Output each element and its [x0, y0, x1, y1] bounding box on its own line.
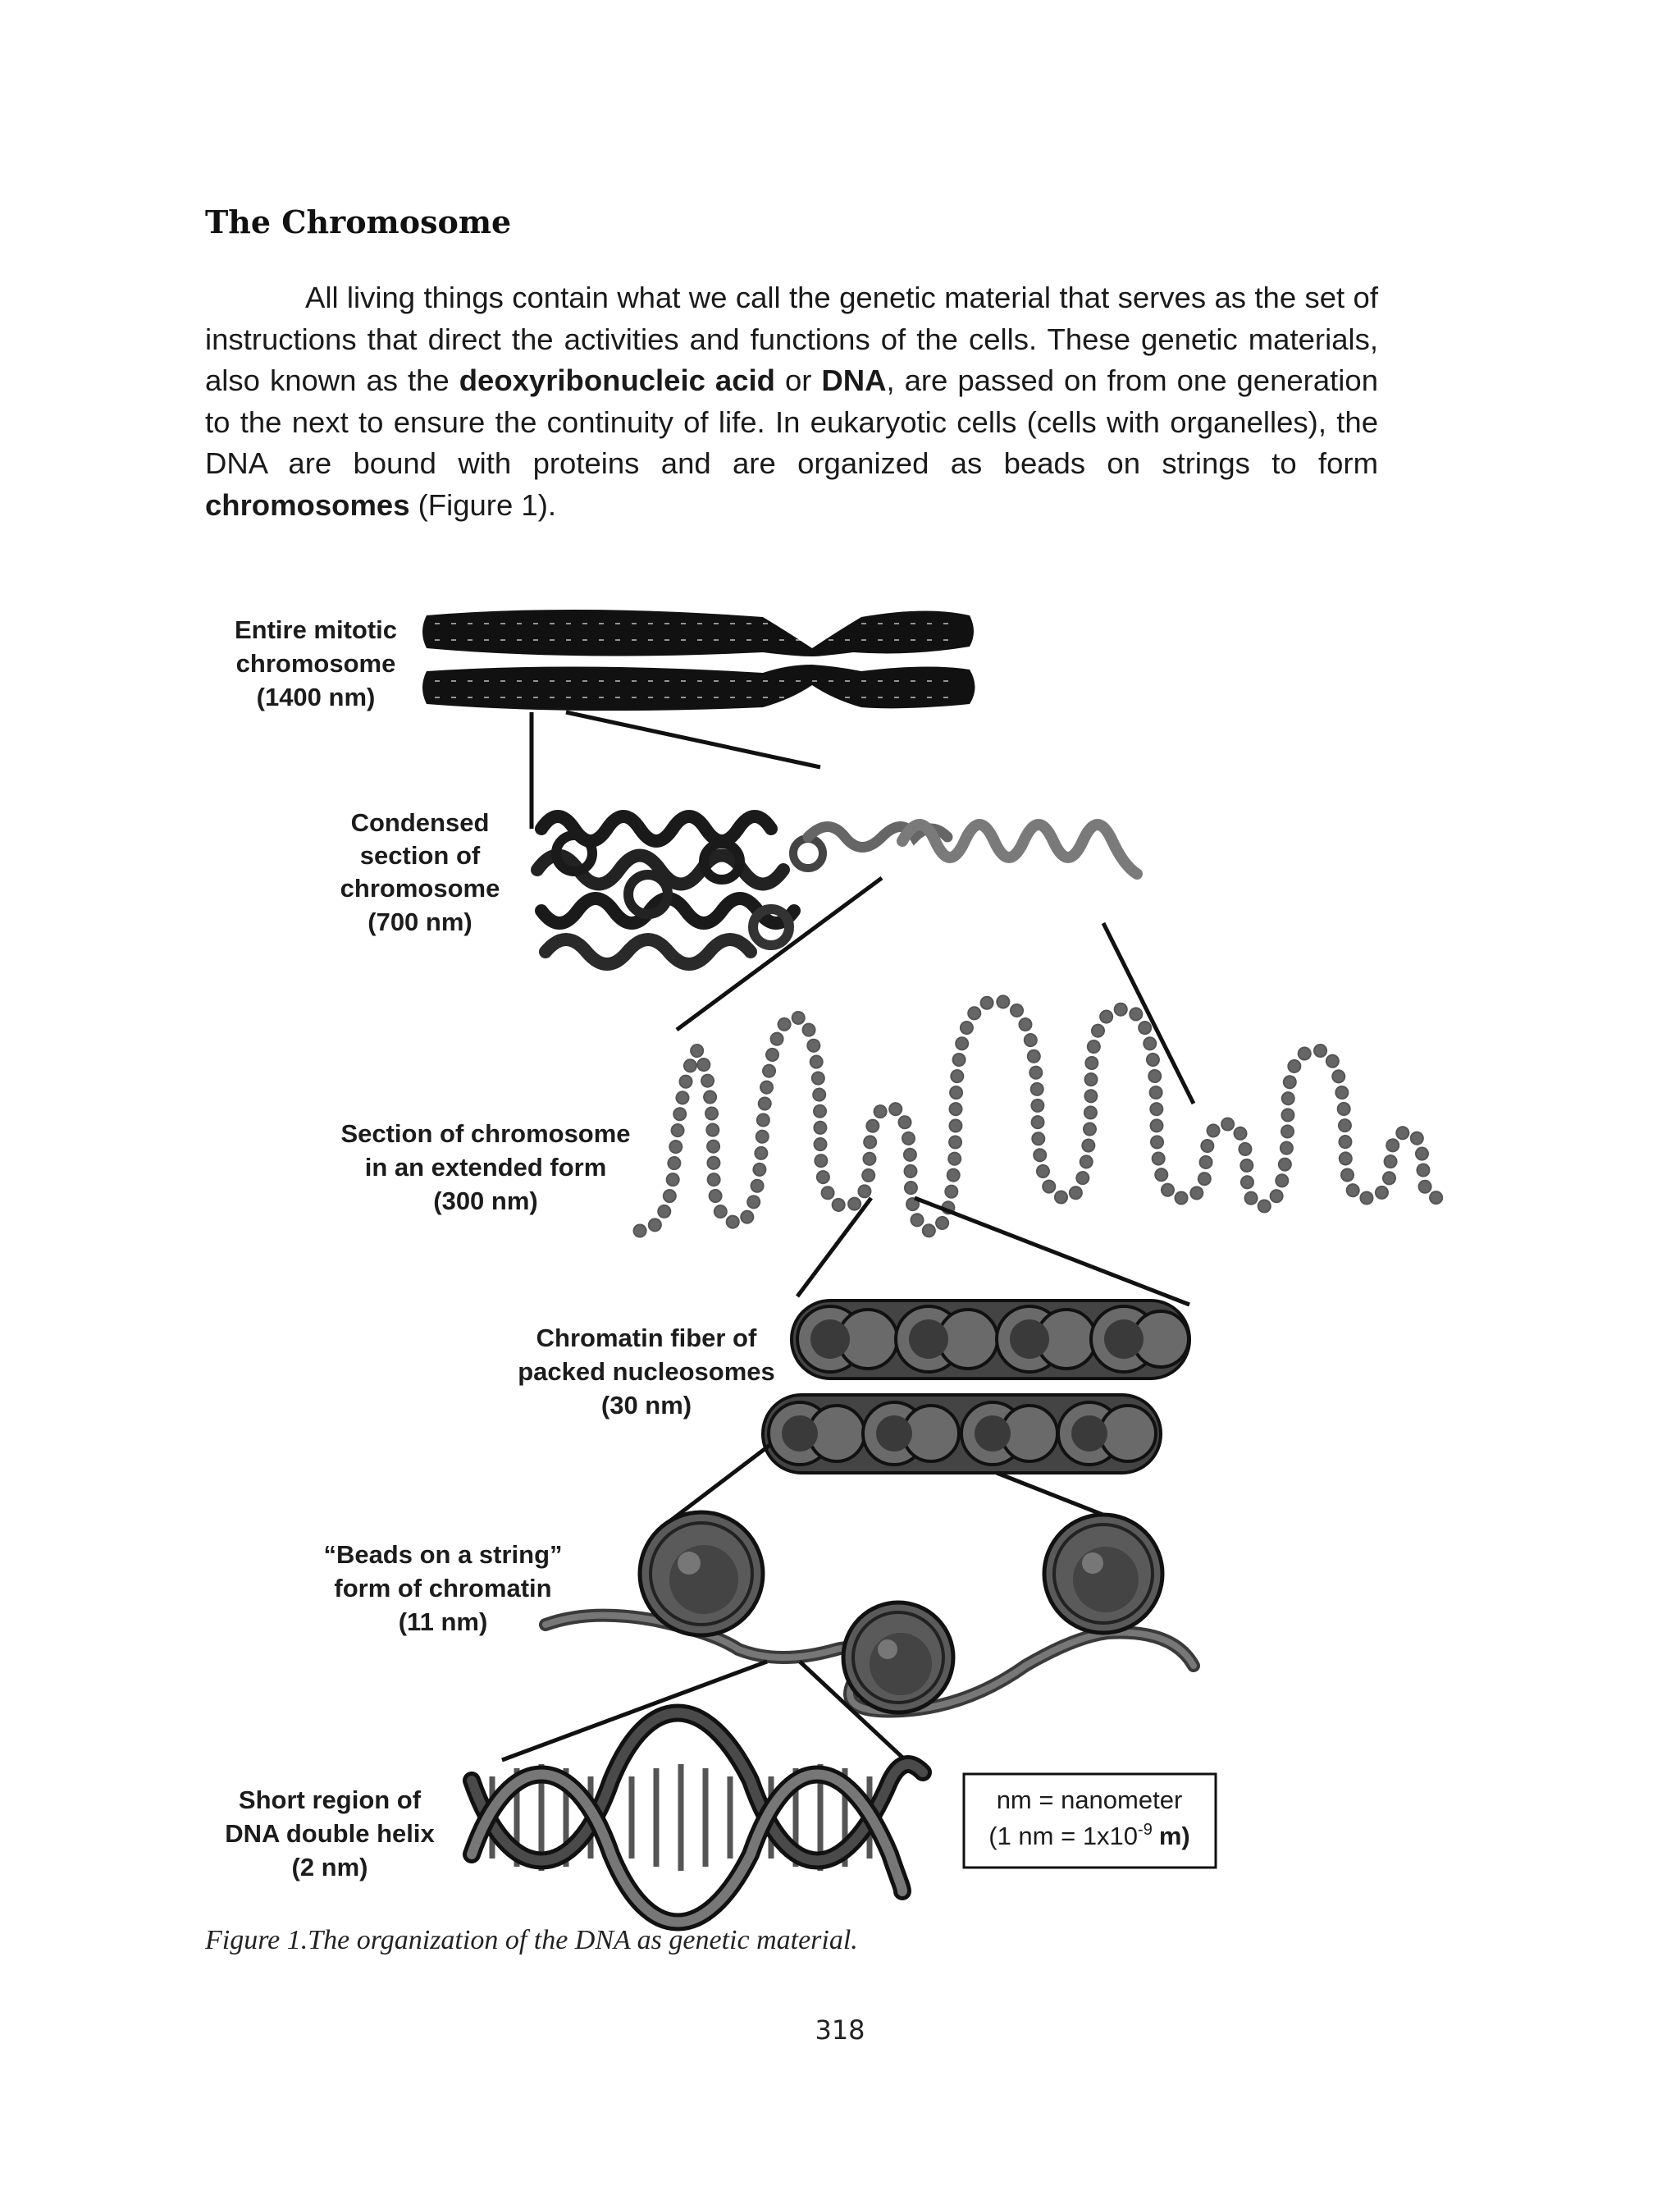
term-dna: DNA — [821, 363, 887, 397]
condensed-section-illustration — [537, 816, 1137, 964]
label-line: Chromatin fiber of — [536, 1324, 757, 1352]
beads-on-string-illustration — [546, 1512, 1194, 1712]
page-number: 318 — [815, 2014, 865, 2046]
extended-section-illustration — [640, 1001, 1440, 1231]
para-text-1: All living things contain what we call the genetic material that serves as the set of instructions that direct the activities and functions of the cells. These genetic materials, also known as the — [205, 281, 1378, 397]
label-line: (2 nm) — [291, 1853, 368, 1881]
legend-unit: m — [1158, 1822, 1182, 1850]
label-line: (30 nm) — [600, 1391, 692, 1420]
legend-suffix: ) — [1181, 1822, 1190, 1850]
label-line: (11 nm) — [398, 1607, 488, 1636]
chromatin-fiber-illustration — [763, 1301, 1189, 1473]
label-line: form of chromatin — [334, 1574, 552, 1602]
label-extended-section — [340, 1119, 630, 1215]
nanometer-legend — [964, 1774, 1216, 1868]
label-line: Condensed — [350, 808, 490, 837]
mitotic-chromosome-illustration — [422, 610, 975, 711]
label-condensed-section — [340, 808, 500, 936]
figure-caption: Figure 1.The organization of the DNA as genetic material. — [205, 1925, 858, 1955]
zoom-lines-1 — [532, 712, 820, 829]
label-line: DNA double helix — [225, 1819, 435, 1848]
label-line: chromosome — [235, 649, 396, 678]
term-deoxyribonucleic-acid: deoxyribonucleic acid — [459, 363, 775, 397]
term-chromosomes: chromosomes — [205, 487, 410, 522]
label-line: chromosome — [340, 874, 500, 903]
zoom-lines-3 — [797, 1198, 1189, 1305]
label-mitotic-chromosome — [235, 615, 397, 711]
label-line: (700 nm) — [368, 908, 472, 936]
label-line: in an extended form — [364, 1153, 607, 1182]
label-chromatin-fiber — [518, 1324, 775, 1420]
label-line: (1400 nm) — [256, 683, 376, 711]
label-line: Short region of — [238, 1785, 422, 1814]
para-text-4: (Figure 1). — [409, 487, 556, 522]
label-line: section of — [359, 841, 481, 870]
label-line: Entire mitotic — [234, 615, 398, 644]
legend-prefix: (1 nm = 1x10 — [988, 1822, 1139, 1850]
label-line: packed nucleosomes — [518, 1357, 775, 1386]
label-line: “Beads on a string” — [323, 1540, 563, 1569]
para-text-3: , are passed on from one generation to the next to ensure the continuity of life. In eukaryotic cells (cells with organelles), the DNA are bound with proteins and are organized as beads on strings to form — [205, 363, 1378, 480]
legend-line-1: nm = nanometer — [996, 1785, 1183, 1814]
label-beads-on-string — [323, 1540, 562, 1636]
legend-line-2 — [988, 1821, 1190, 1850]
label-dna-helix — [225, 1785, 435, 1881]
section-heading: The Chromosome — [205, 203, 512, 240]
label-line: (300 nm) — [433, 1186, 538, 1215]
legend-exponent: -9 — [1138, 1821, 1153, 1839]
label-line: Section of chromosome — [340, 1119, 631, 1148]
para-text-2: or — [774, 363, 822, 397]
